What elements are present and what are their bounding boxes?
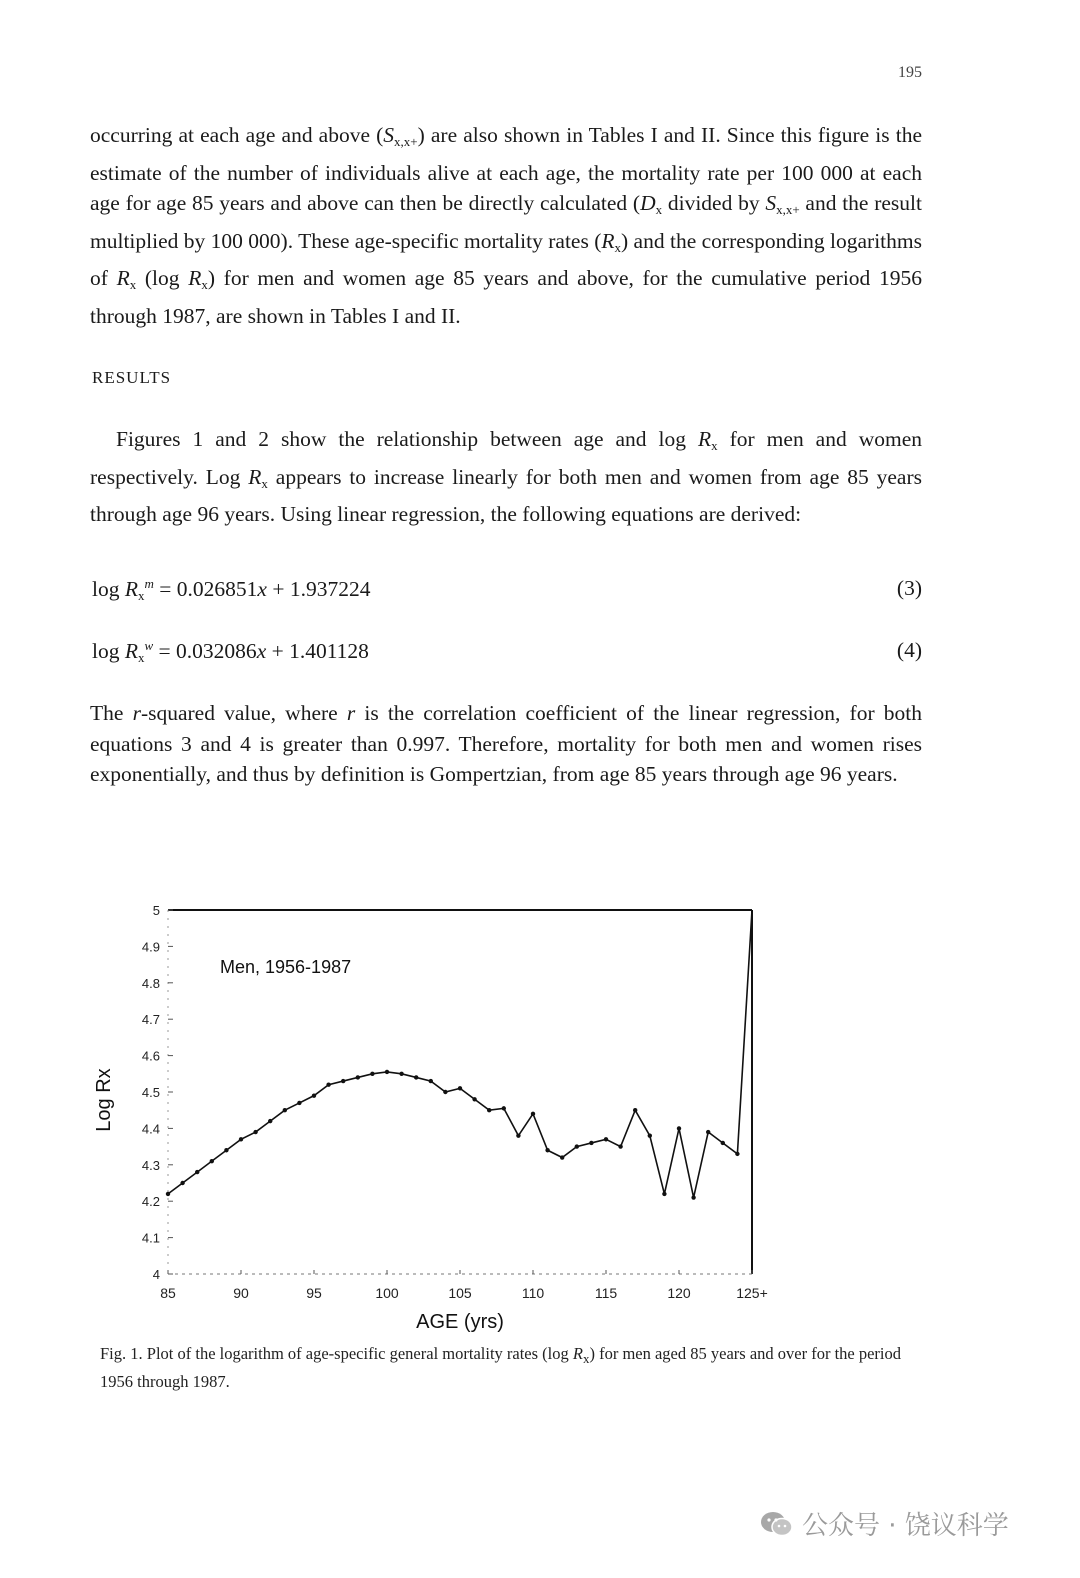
data-point [341, 1079, 345, 1083]
equation-3-number: (3) [896, 576, 922, 600]
data-point [735, 1152, 739, 1156]
y-tick-label: 4.7 [141, 1012, 160, 1028]
watermark [760, 1505, 1009, 1542]
data-point [385, 1070, 389, 1074]
watermark-text: 公众号 · 饶议科学 [802, 1511, 1009, 1541]
data-point [166, 1192, 170, 1196]
data-point [429, 1079, 433, 1083]
data-point [531, 1112, 535, 1116]
y-tick-label: 4.5 [141, 1085, 160, 1100]
data-point [253, 1130, 257, 1134]
series-line [168, 910, 752, 1198]
data-point [618, 1144, 622, 1148]
y-axis-label: Log Rx [93, 1068, 115, 1132]
y-tick-label: 4.3 [141, 1157, 160, 1173]
wechat-icon [760, 1510, 794, 1538]
data-point [545, 1148, 549, 1152]
data-point [312, 1093, 316, 1097]
data-point [414, 1075, 418, 1079]
y-tick-label: 4.8 [141, 975, 160, 991]
data-point [677, 1126, 681, 1130]
data-point [691, 1195, 695, 1199]
paragraph-rsquared: The r-squared value, where r is the correlation coefficient of the linear regression, for both equations 3 and 4 is greater than 0.997. Therefore, mortality for both men and women rises exponentially, and thus by definition is Gompertzian, from age 85 years through age 96 years. [90, 701, 922, 786]
equation-4-number: (4) [896, 638, 922, 662]
data-point [589, 1141, 593, 1145]
data-point [458, 1086, 462, 1090]
data-point [721, 1141, 725, 1145]
x-axis-ticks [160, 1270, 768, 1301]
figure-caption: Fig. 1. Plot of the logarithm of age-specific general mortality rates (log $R_x$) for men aged 85 years and over for the period 1956 through 1987. [100, 1344, 902, 1391]
y-tick-label: 4.4 [141, 1121, 160, 1137]
data-point [604, 1137, 608, 1141]
equation-4-body: $\log R_x^w = 0.032086x + 1.401128$ [92, 638, 369, 666]
x-tick-label: 120 [667, 1285, 691, 1301]
data-point [297, 1101, 301, 1105]
y-tick-label: 4.9 [141, 939, 160, 955]
data-point [443, 1090, 447, 1094]
x-tick-label: 90 [233, 1285, 249, 1301]
y-tick-label: 4 [152, 1267, 160, 1282]
data-point [195, 1170, 199, 1174]
data-point [283, 1108, 287, 1112]
page-number: 195 [898, 64, 922, 81]
x-tick-label: 85 [160, 1285, 176, 1301]
data-point [662, 1192, 666, 1196]
equation-3-body: $\log R_x^m = 0.026851x + 1.937224$ [92, 576, 371, 604]
y-tick-label: 4.2 [141, 1194, 160, 1210]
data-point [487, 1108, 491, 1112]
data-point [356, 1075, 360, 1079]
data-point [560, 1155, 564, 1159]
x-tick-label: 105 [448, 1285, 472, 1301]
x-tick-label: 115 [594, 1285, 618, 1301]
x-tick-label: 110 [521, 1285, 545, 1301]
equation-3 [92, 576, 922, 604]
data-point [472, 1097, 476, 1101]
mortality-chart [80, 890, 800, 1340]
data-point [268, 1119, 272, 1123]
x-tick-label: 100 [375, 1285, 399, 1301]
data-point [502, 1106, 506, 1110]
data-point [399, 1072, 403, 1076]
x-tick-label: 95 [306, 1285, 322, 1301]
y-tick-label: 5 [152, 903, 160, 918]
results-heading: RESULTS [92, 368, 172, 387]
data-point [180, 1181, 184, 1185]
data-point [633, 1108, 637, 1112]
chart-annotation: Men, 1956-1987 [220, 957, 352, 977]
series-men [166, 910, 752, 1200]
data-point [370, 1072, 374, 1076]
x-tick-label: 125+ [736, 1285, 768, 1301]
data-point [326, 1083, 330, 1087]
paragraph-methods: occurring at each age and above $(S_{x,x+})$ are also shown in Tables I and II. Since this figure is the estimate of the number of individuals alive at each age, the mortality rate per 100 000 at each age for age 85 years and above can then be directly calculated ($D_x$ divided by $S_{x,x+}$ and the result multiplied by 100 000). These age-specific mortality rates $(R_x)$ and the corresponding logarithms of $R_x$ (log $R_x$) for men and women age 85 years and above, for the cumulative period 1956 through 1987, are shown in Tables I and II. [90, 123, 922, 328]
data-point [648, 1133, 652, 1137]
data-point [224, 1148, 228, 1152]
data-point [706, 1130, 710, 1134]
y-tick-label: 4.1 [141, 1230, 160, 1246]
equation-4 [92, 638, 922, 666]
data-point [516, 1133, 520, 1137]
data-point [210, 1159, 214, 1163]
data-point [575, 1144, 579, 1148]
data-point [239, 1137, 243, 1141]
x-axis-label: AGE (yrs) [416, 1311, 504, 1333]
paragraph-results: Figures 1 and 2 show the relationship between age and $\log R_x$ for men and women respectively. Log $R_x$ appears to increase linearly for both men and women from age 85 years through age 96 years. Using linear regression, the following equations are derived: [90, 427, 922, 526]
y-tick-label: 4.6 [141, 1048, 160, 1064]
